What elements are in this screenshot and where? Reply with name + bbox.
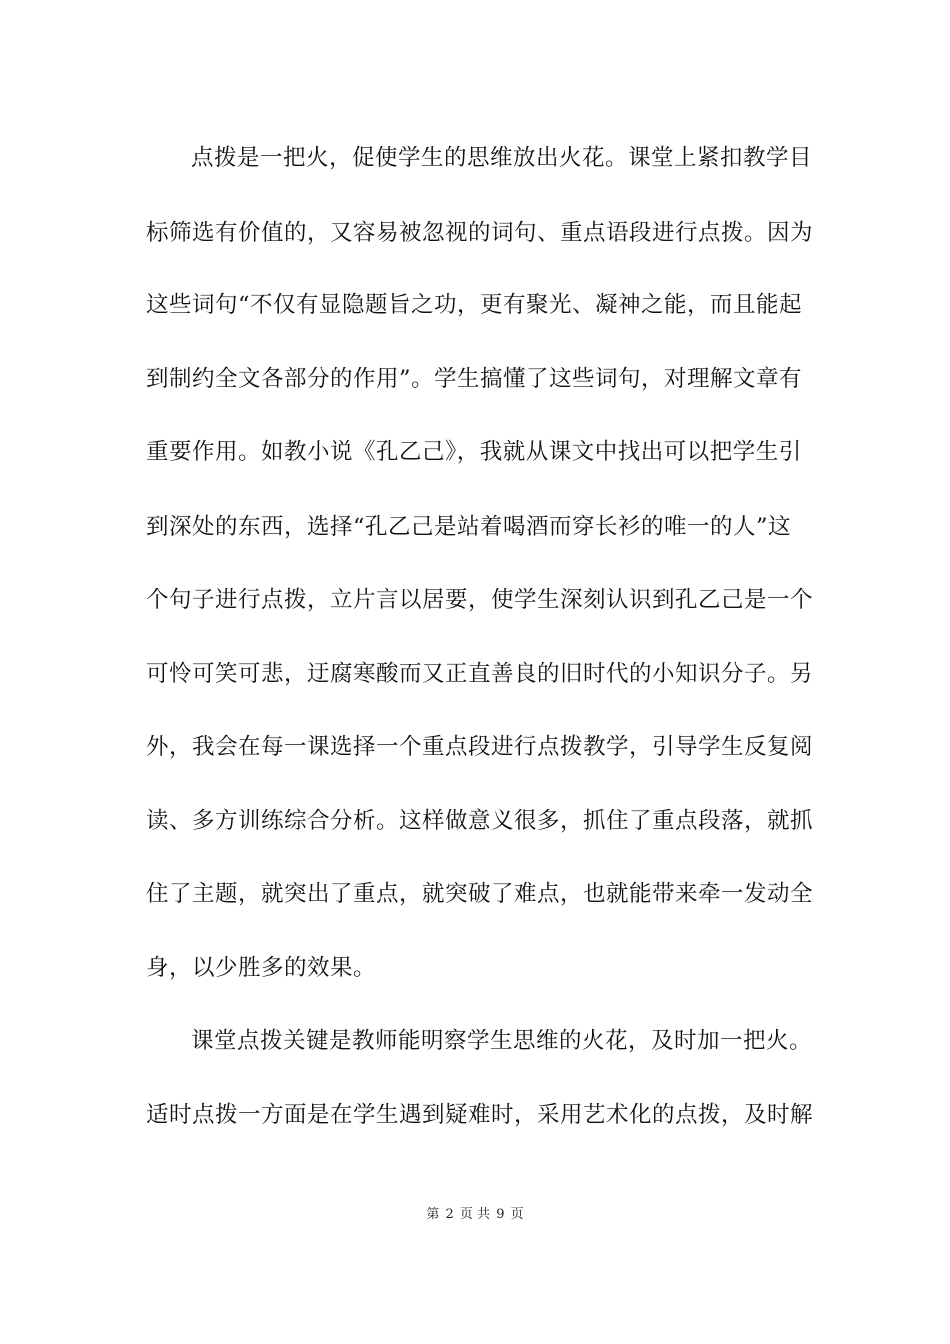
paragraph-1-line-8: 可怜可笑可悲，迂腐寒酸而又正直善良的旧时代的小知识分子。另 [146, 661, 814, 687]
footer-middle: 页 共 [459, 1207, 491, 1222]
paragraph-1-line-1: 点拨是一把火，促使学生的思维放出火花。课堂上紧扣教学目 [191, 145, 813, 171]
footer-suffix: 页 [510, 1207, 524, 1222]
paragraph-2-line-1: 课堂点拨关键是教师能明察学生思维的火花，及时加一把火。 [191, 1028, 813, 1054]
current-page-number: 2 [445, 1207, 454, 1222]
paragraph-1-line-12: 身，以少胜多的效果。 [146, 955, 377, 981]
paragraph-1-line-2: 标筛选有价值的，又容易被忽视的词句、重点语段进行点拨。因为 [146, 220, 814, 246]
paragraph-1-line-4: 到制约全文各部分的作用”。学生搞懂了这些词句，对理解文章有 [146, 366, 803, 392]
total-pages-number: 9 [496, 1207, 505, 1222]
paragraph-1-line-7: 个句子进行点拨，立片言以居要，使学生深刻认识到孔乙己是一个 [146, 587, 814, 613]
paragraph-1-line-3: 这些词句“不仅有显隐题旨之功，更有聚光、凝神之能，而且能起 [146, 292, 803, 318]
paragraph-1-line-10: 读、多方训练综合分析。这样做意义很多，抓住了重点段落，就抓 [146, 808, 814, 834]
paragraph-1-line-6: 到深处的东西，选择“孔乙己是站着喝酒而穿长衫的唯一的人”这 [146, 514, 792, 540]
footer-prefix: 第 [426, 1207, 440, 1222]
paragraph-1-line-9: 外，我会在每一课选择一个重点段进行点拨教学，引导学生反复阅 [146, 734, 814, 760]
page-footer [0, 1205, 950, 1225]
paragraph-2-line-2: 适时点拨一方面是在学生遇到疑难时，采用艺术化的点拨，及时解 [146, 1102, 814, 1128]
paragraph-1-line-11: 住了主题，就突出了重点，就突破了难点，也就能带来牵一发动全 [146, 881, 814, 907]
paragraph-1-line-5: 重要作用。如教小说《孔乙己》，我就从课文中找出可以把学生引 [146, 439, 802, 465]
